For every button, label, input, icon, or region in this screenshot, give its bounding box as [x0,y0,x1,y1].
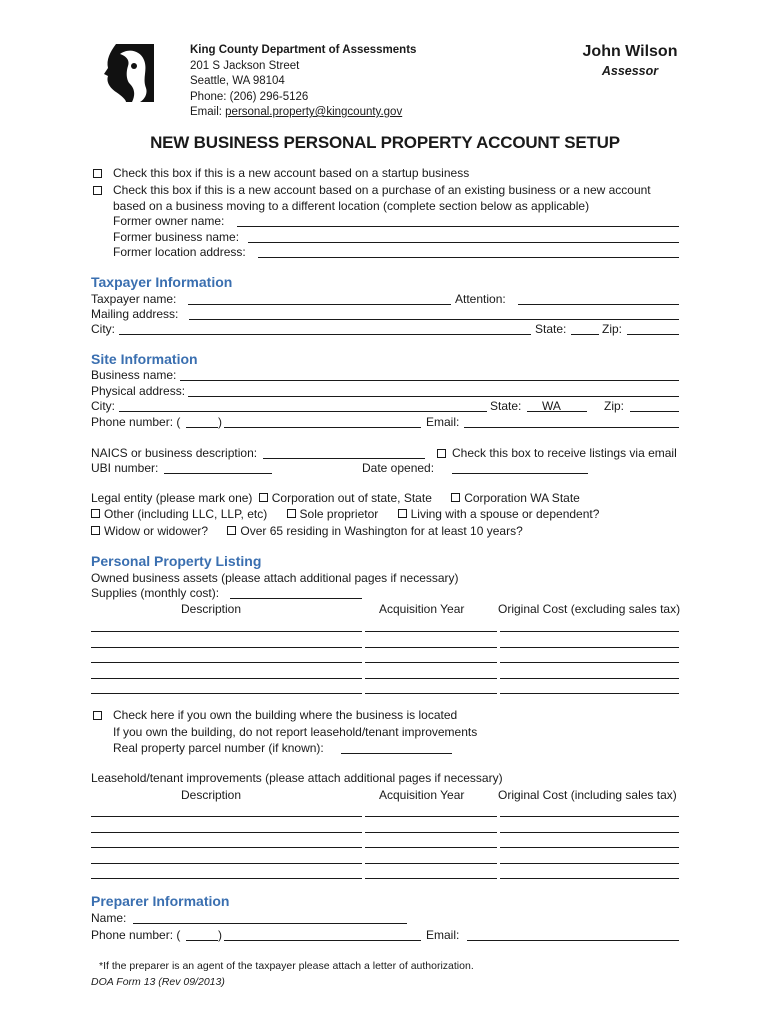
purchase-checkbox[interactable] [93,186,102,195]
leasehold-row-4-cost-field[interactable] [500,863,679,864]
site-area-code-field[interactable] [186,427,218,428]
leasehold-row-2-cost-field[interactable] [500,832,679,833]
form-id: DOA Form 13 (Rev 09/2013) [91,976,225,988]
owned-row-2-description-field[interactable] [91,647,362,648]
leasehold-row-2-year-field[interactable] [365,832,497,833]
corp-wa-checkbox[interactable] [451,493,460,502]
preparer-name-label: Name: [91,911,127,925]
listings-checkbox[interactable] [437,449,446,458]
org-email-line [190,105,416,121]
naics-label: NAICS or business description: [91,446,258,460]
leasehold-row-4-year-field[interactable] [365,863,497,864]
preparer-email-label: Email: [426,928,460,942]
entity-row-2 [91,507,599,522]
startup-label: Check this box if this is a new account based on a startup business [113,166,470,180]
org-city: Seattle, WA 98104 [190,75,285,87]
leasehold-row-1-cost-field[interactable] [500,816,679,817]
listings-label: Check this box to receive listings via email [452,446,677,460]
date-opened-label: Date opened: [362,461,435,475]
spouse-checkbox[interactable] [398,509,407,518]
corp-out-label: Corporation out of state, State [271,491,432,505]
site-phone-label: Phone number: ( [91,415,181,429]
agent-footnote: *If the preparer is an agent of the taxpayer please attach a letter of authorization. [99,960,474,972]
leasehold-row-1-year-field[interactable] [365,816,497,817]
sole-label: Sole proprietor [299,507,379,521]
site-state-value: WA [542,399,561,413]
col-description: Description [181,602,242,616]
corp-out-checkbox[interactable] [259,493,268,502]
sole-checkbox[interactable] [287,509,296,518]
leasehold-row-1-description-field[interactable] [91,816,362,817]
preparer-name-field[interactable] [133,923,407,924]
owned-row-2-year-field[interactable] [365,647,497,648]
taxpayer-zip-field[interactable] [627,334,679,335]
col-original-cost-2: Original Cost (including sales tax) [498,788,677,802]
org-street: 201 S Jackson Street [190,59,300,72]
widow-label: Widow or widower? [104,524,209,538]
corp-wa-label: Corporation WA State [464,491,580,505]
owned-row-3-cost-field[interactable] [500,662,679,663]
former-business-label: Former business name: [113,230,240,244]
preparer-phone-field[interactable] [224,940,421,941]
other-checkbox[interactable] [91,509,100,518]
col-acquisition-year-2: Acquisition Year [379,788,465,802]
naics-field[interactable] [263,458,425,459]
mailing-label: Mailing address: [91,307,179,321]
king-county-logo-icon [96,44,154,102]
site-city-label: City: [91,399,115,413]
taxpayer-state-field[interactable] [571,334,599,335]
purchase-label-1: Check this box if this is a new account based on a purchase of an existing business or a new account [113,183,651,197]
owned-row-2-cost-field[interactable] [500,647,679,648]
attention-label: Attention: [455,292,506,306]
owned-row-5-description-field[interactable] [91,693,362,694]
preparer-phone-close: ) [218,928,222,942]
site-city-field[interactable] [119,411,487,412]
mailing-field[interactable] [189,319,679,320]
leasehold-row-3-year-field[interactable] [365,847,497,848]
property-heading: Personal Property Listing [91,553,262,569]
leasehold-row-5-description-field[interactable] [91,878,362,879]
supplies-label: Supplies (monthly cost): [91,586,220,600]
org-email-label: Email: [190,106,226,118]
owned-row-5-year-field[interactable] [365,693,497,694]
leasehold-row-3-description-field[interactable] [91,847,362,848]
owned-row-5-cost-field[interactable] [500,693,679,694]
other-label: Other (including LLC, LLP, etc) [104,507,268,521]
leasehold-row-4-description-field[interactable] [91,863,362,864]
over65-checkbox[interactable] [227,526,236,535]
physical-address-label: Physical address: [91,384,186,398]
taxpayer-state-label: State: [535,322,567,336]
site-phone-field[interactable] [224,427,421,428]
leasehold-row-5-cost-field[interactable] [500,878,679,879]
site-state-label: State: [490,399,522,413]
preparer-heading: Preparer Information [91,893,230,909]
spouse-label: Living with a spouse or dependent? [410,507,600,521]
former-location-field[interactable] [258,257,679,258]
date-opened-field[interactable] [452,473,588,474]
taxpayer-city-field[interactable] [119,334,531,335]
physical-address-field[interactable] [188,396,679,397]
own-building-checkbox[interactable] [93,711,102,720]
preparer-phone-label: Phone number: ( [91,928,181,942]
startup-checkbox[interactable] [93,169,102,178]
owned-row-4-description-field[interactable] [91,678,362,679]
site-email-field[interactable] [464,427,679,428]
site-zip-field[interactable] [630,411,679,412]
preparer-email-field[interactable] [467,940,679,941]
owned-row-4-cost-field[interactable] [500,678,679,679]
legal-entity-label: Legal entity (please mark one) [91,491,253,505]
taxpayer-heading: Taxpayer Information [91,274,233,290]
col-description-2: Description [181,788,242,802]
site-zip-label: Zip: [604,399,625,413]
own-building-note: If you own the building, do not report leasehold/tenant improvements [113,725,478,739]
ubi-label: UBI number: [91,461,159,475]
assessor-title: Assessor [601,64,659,78]
site-phone-close: ) [218,415,222,429]
leasehold-row-5-year-field[interactable] [365,878,497,879]
parcel-field[interactable] [341,753,452,754]
taxpayer-zip-label: Zip: [602,322,623,336]
leasehold-label: Leasehold/tenant improvements (please attach additional pages if necessary) [91,771,503,785]
site-heading: Site Information [91,351,198,367]
preparer-area-code-field[interactable] [186,940,218,941]
parcel-label: Real property parcel number (if known): [113,741,324,755]
col-acquisition-year: Acquisition Year [379,602,465,616]
owned-row-3-description-field[interactable] [91,662,362,663]
taxpayer-city-label: City: [91,322,115,336]
former-business-field[interactable] [248,242,679,243]
site-email-label: Email: [426,415,460,429]
page-title: NEW BUSINESS PERSONAL PROPERTY ACCOUNT SETUP [150,133,620,152]
owned-row-3-year-field[interactable] [365,662,497,663]
former-location-label: Former location address: [113,245,246,259]
owned-row-4-year-field[interactable] [365,678,497,679]
former-owner-field[interactable] [237,226,679,227]
over65-label: Over 65 residing in Washington for at least 10 years? [240,524,523,538]
org-email-link[interactable]: personal.property@kingcounty.gov [225,106,403,118]
owned-row-1-description-field[interactable] [91,631,362,632]
taxpayer-name-label: Taxpayer name: [91,292,177,306]
widow-checkbox[interactable] [91,526,100,535]
leasehold-row-3-cost-field[interactable] [500,847,679,848]
owned-row-1-year-field[interactable] [365,631,497,632]
ubi-field[interactable] [164,473,272,474]
attention-field[interactable] [518,304,679,305]
assessor-block [560,43,700,78]
col-original-cost: Original Cost (excluding sales tax) [498,602,681,616]
entity-row-3 [91,524,523,539]
owned-row-1-cost-field[interactable] [500,631,679,632]
business-name-field[interactable] [180,380,679,381]
own-building-label: Check here if you own the building where the business is located [113,708,458,722]
org-phone: Phone: (206) 296-5126 [190,90,309,103]
purchase-label-2: based on a business moving to a different location (complete section below as applicable) [113,199,590,213]
supplies-field[interactable] [230,598,362,599]
org-address-block [190,43,416,121]
legal-entity-row [91,491,580,506]
owned-assets-label: Owned business assets (please attach additional pages if necessary) [91,571,459,585]
org-name: King County Department of Assessments [190,44,417,56]
former-owner-label: Former owner name: [113,214,225,228]
taxpayer-name-field[interactable] [188,304,451,305]
business-name-label: Business name: [91,368,177,382]
leasehold-row-2-description-field[interactable] [91,832,362,833]
assessor-name: John Wilson [582,43,678,60]
